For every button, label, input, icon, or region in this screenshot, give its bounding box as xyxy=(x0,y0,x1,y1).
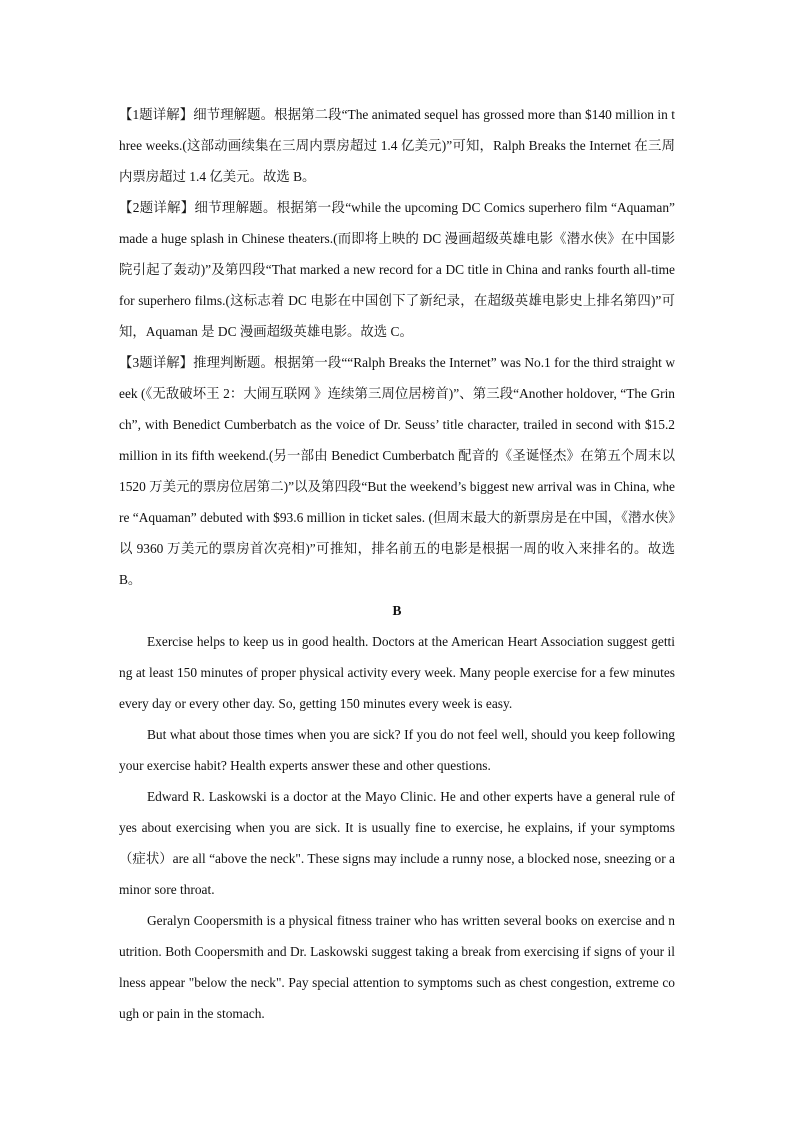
answer-explanation-2: 【2题详解】细节理解题。根据第一段“while the upcoming DC Comics superhero film “Aquaman” made a huge splash in Chinese theaters.(而即将上映的 DC 漫画超级英雄电影《潜水侠》在中国影院引起了轰动)”及第四段“That marked a new record for a DC title in China and ranks fourth all-time for superhero films.(这标志着 DC 电影在中国创下了新纪录，在超级英雄电影史上排名第四)”可知，Aquaman 是 DC 漫画超级英雄电影。故选 C。 xyxy=(119,200,675,339)
document-page xyxy=(119,99,675,1029)
section-b-paragraph-1: Exercise helps to keep us in good health. Doctors at the American Heart Association suggest getting at least 150 minutes of proper physical activity every week. Many people exercise for a few minutes every day or every other day. So, getting 150 minutes every week is easy. xyxy=(119,634,675,711)
section-b-paragraph-2: But what about those times when you are sick? If you do not feel well, should you keep following your exercise habit? Health experts answer these and other questions. xyxy=(119,727,675,773)
section-b-title: B xyxy=(392,603,402,618)
section-b-paragraph-3: Edward R. Laskowski is a doctor at the Mayo Clinic. He and other experts have a general rule of yes about exercising when you are sick. It is usually fine to exercise, he explains, if your symptoms （症状）are all “above the neck". These signs may include a runny nose, a blocked nose, sneezing or a minor sore throat. xyxy=(119,789,675,897)
answer-explanation-3: 【3题详解】推理判断题。根据第一段““Ralph Breaks the Internet” was No.1 for the third straight week (《无敌破坏王 2：大闹互联网 》连续第三周位居榜首)”、第三段“Another holdover, “The Grinch”, with Benedict Cumberbatch as the voice of Dr. Seuss’ title character, trailed in second with $15.2 million in its fifth weekend.(另一部由 Benedict Cumberbatch 配音的《圣诞怪杰》在第五个周末以 1520 万美元的票房位居第二)”以及第四段“But the weekend’s biggest new arrival was in China, where “Aquaman” debuted with $93.6 million in ticket sales. (但周末最大的新票房是在中国，《潜水侠》以 9360 万美元的票房首次亮相)”可推知，排名前五的电影是根据一周的收入来排名的。故选 B。 xyxy=(119,355,675,587)
answer-explanation-1: 【1题详解】细节理解题。根据第二段“The animated sequel has grossed more than $140 million in three weeks.(这部动画续集在三周内票房超过 1.4 亿美元)”可知，Ralph Breaks the Internet 在三周内票房超过 1.4 亿美元。故选 B。 xyxy=(119,107,675,184)
section-b-paragraph-4: Geralyn Coopersmith is a physical fitness trainer who has written several books on exercise and nutrition. Both Coopersmith and Dr. Laskowski suggest taking a break from exercising if signs of your illness appear "below the neck". Pay special attention to symptoms such as chest congestion, extreme cough or pain in the stomach. xyxy=(119,913,675,1021)
